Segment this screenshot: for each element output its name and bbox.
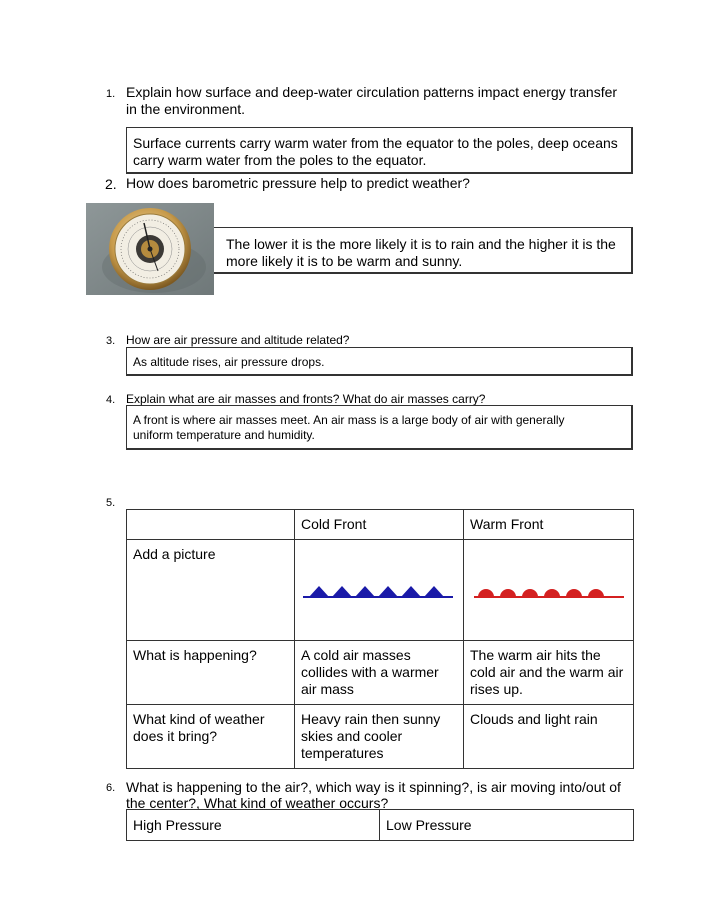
q3-answer-box[interactable] — [126, 347, 633, 376]
cold-front-weather[interactable]: Heavy rain then sunny skies and cooler temperatures — [295, 705, 464, 769]
table-header-empty — [127, 510, 295, 540]
q4-number: 4. — [106, 394, 116, 406]
warm-front-weather[interactable]: Clouds and light rain — [464, 705, 634, 769]
barometer-photo — [86, 203, 214, 295]
q5-number: 5. — [106, 497, 116, 509]
q3-question: How are air pressure and altitude related? — [126, 333, 350, 347]
pressure-header-row — [127, 810, 634, 841]
q2-number: 2. — [105, 176, 117, 192]
table-row-picture — [127, 540, 634, 641]
low-pressure-header[interactable]: Low Pressure — [380, 810, 634, 841]
row-label-happening: What is happening? — [127, 641, 295, 705]
q4-answer-box[interactable] — [126, 405, 633, 450]
q1-answer-line2: carry warm water from the poles to the equator. — [133, 152, 427, 168]
q3-number: 3. — [106, 335, 116, 347]
cold-front-symbol-icon — [301, 546, 457, 630]
q1-number: 1. — [106, 88, 116, 100]
q2-question: How does barometric pressure help to predict weather? — [126, 175, 470, 191]
q6-question-line2: the center?, What kind of weather occurs? — [126, 795, 389, 811]
table-row-weather — [127, 705, 634, 769]
q1-answer-box[interactable] — [126, 127, 633, 174]
barometer-icon — [86, 203, 214, 295]
table-header-warm-front: Warm Front — [464, 510, 634, 540]
q2-answer-line1: The lower it is the more likely it is to rain and the higher it is the — [226, 236, 616, 252]
fronts-table — [126, 509, 634, 769]
q6-question-line1: What is happening to the air?, which way is it spinning?, is air moving into/out of — [126, 779, 621, 795]
q2-answer-line2: more likely it is to be warm and sunny. — [226, 253, 463, 269]
table-header-row — [127, 510, 634, 540]
warm-front-symbol-icon — [470, 546, 626, 630]
table-header-cold-front: Cold Front — [295, 510, 464, 540]
q3-answer: As altitude rises, air pressure drops. — [133, 355, 325, 369]
q4-answer-line1: A front is where air masses meet. An air mass is a large body of air with generally — [133, 413, 565, 427]
warm-front-happening[interactable]: The warm air hits the cold air and the warm air rises up. — [464, 641, 634, 705]
q1-question-line2: in the environment. — [126, 101, 246, 117]
q4-answer-line2: uniform temperature and humidity. — [133, 428, 315, 442]
warm-front-picture-cell[interactable] — [464, 540, 634, 641]
table-row-happening — [127, 641, 634, 705]
q1-question-line1: Explain how surface and deep-water circulation patterns impact energy transfer — [126, 84, 618, 100]
pressure-table — [126, 809, 634, 841]
cold-front-picture-cell[interactable] — [295, 540, 464, 641]
q2-answer-box[interactable] — [214, 227, 633, 274]
row-label-weather: What kind of weather does it bring? — [127, 705, 295, 769]
row-label-picture: Add a picture — [127, 540, 295, 641]
cold-front-happening[interactable]: A cold air masses collides with a warmer air mass — [295, 641, 464, 705]
high-pressure-header[interactable]: High Pressure — [127, 810, 380, 841]
q4-question: Explain what are air masses and fronts? What do air masses carry? — [126, 392, 486, 406]
q1-answer-line1: Surface currents carry warm water from the equator to the poles, deep oceans — [133, 135, 618, 151]
q6-number: 6. — [106, 782, 116, 794]
